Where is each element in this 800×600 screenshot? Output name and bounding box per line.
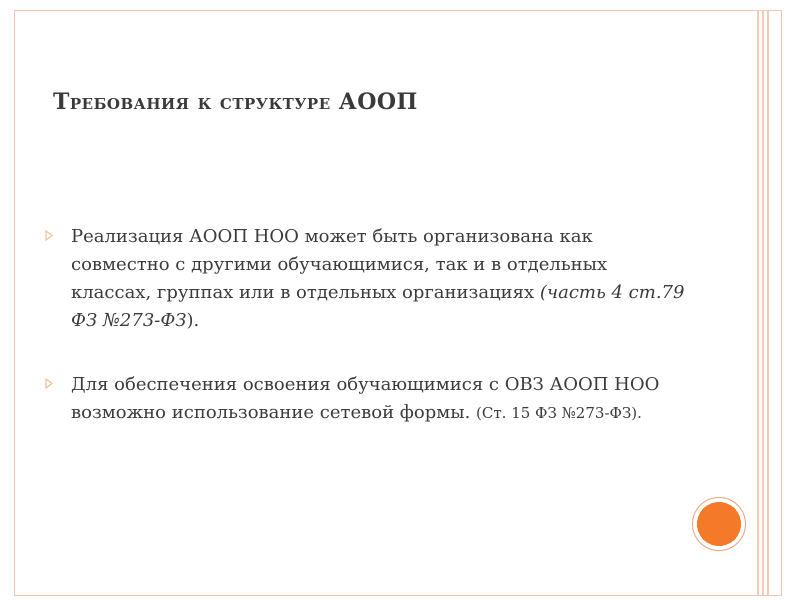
bullet-list [45,223,685,463]
bullet-text-end: ). [186,310,200,331]
orange-circle-decoration [692,497,746,551]
law-citation: (часть 4 ст.79 ФЗ №273-ФЗ [71,282,685,331]
frame-stripe [762,11,764,595]
bullet-text-main: Реализация АООП НОО может быть организована как совместно с другими обучающимися, так и в отдельных классах, группах или в отдельных организациях [71,226,608,303]
bullet-text [71,223,685,335]
triangle-bullet-icon [45,230,53,241]
slide [14,10,782,596]
bullet-item [45,223,685,335]
law-citation: (Ст. 15 ФЗ №273-ФЗ). [476,404,642,422]
slide-title: Требования к структуре АООП [53,89,418,115]
frame-stripe [767,11,769,595]
bullet-text [71,371,685,427]
bullet-item [45,371,685,427]
bullet-text-main: Для обеспечения освоения обучающимися с ОВЗ АООП НОО возможно использование сетевой формы. [71,374,660,423]
triangle-bullet-icon [45,378,53,389]
frame-stripe [757,11,759,595]
